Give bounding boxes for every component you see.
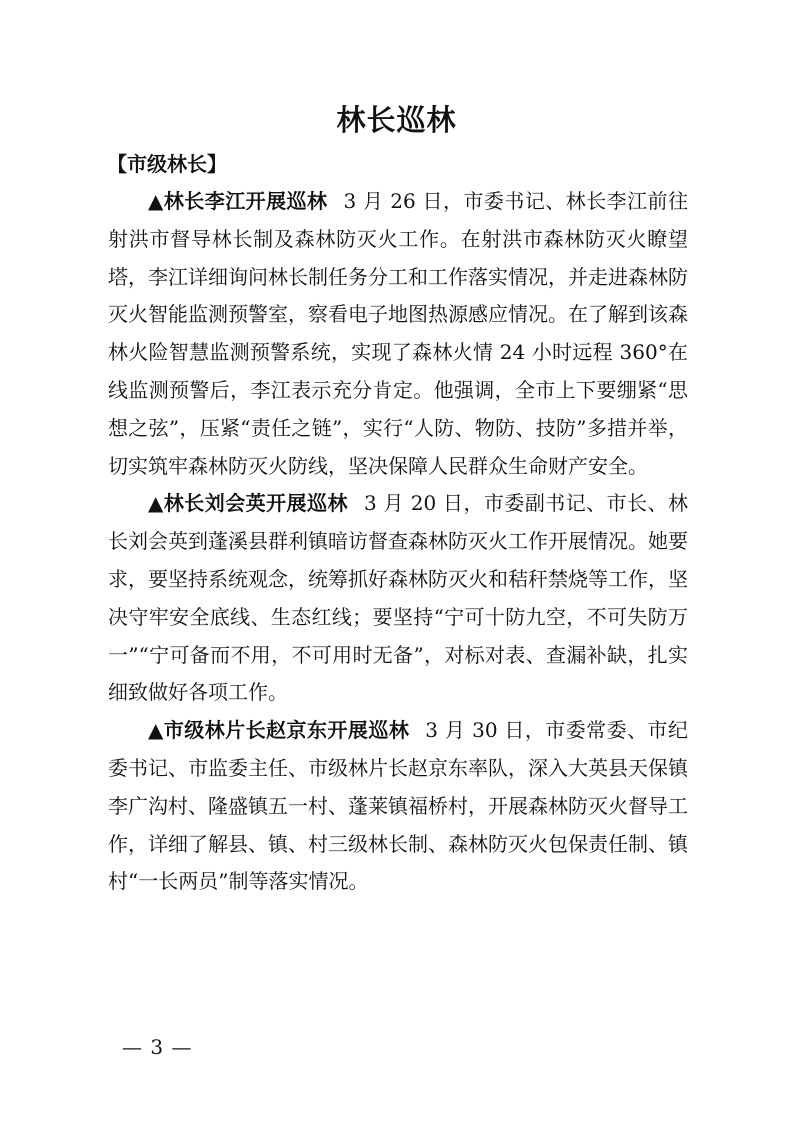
page-title: 林长巡林 — [336, 103, 457, 137]
paragraph-lead: ▲林长李江开展巡林 — [148, 189, 328, 213]
paragraph-liu-huiying — [108, 485, 688, 712]
paragraph-zhao-jingdong — [108, 712, 688, 901]
paragraph-lead: ▲林长刘会英开展巡林 — [148, 491, 348, 516]
paragraph-text: 3 月 26 日，市委书记、林长李江前往射洪市督导林长制及森林防灭火工作。在射洪市森林防灭火瞭望塔，李江详细询问林长制任务分工和工作落实情况，并走进森林防灭火智能监测预警室，察看电子地图热源感应情况。在了解到该森林火险智慧监测预警系统，实现了森林火情 24 小时远程 360°在线监测预警后，李江表示充分肯定。他强调，全市上下要绷紧“思想之弦”，压紧“责任之链”，实行“人防、物防、技防”多措并举，切实筑牢森林防灭火防线，坚决保障人民群众生命财产安全。 — [108, 189, 689, 478]
paragraph-li-jiang — [108, 183, 688, 485]
paragraph-text: 3 月 20 日，市委副书记、市长、林长刘会英到蓬溪县群利镇暗访督查森林防灭火工作开展情况。她要求，要坚持系统观念，统筹抓好森林防灭火和秸秆禁烧等工作，坚决守牢安全底线、生态红线；要坚持“宁可十防九空，不可失防万一”“宁可备而不用，不可用时无备”，对标对表、查漏补缺，扎实细致做好各项工作。 — [108, 491, 688, 705]
page-number: — 3 — — [122, 1035, 193, 1059]
paragraph-lead: ▲市级林片长赵京东开展巡林 — [148, 718, 410, 743]
paragraph-text: 3 月 30 日，市委常委、市纪委书记、市监委主任、市级林片长赵京东率队，深入大英县天保镇李广沟村、隆盛镇五一村、蓬莱镇福桥村，开展森林防灭火督导工作，详细了解县、镇、村三级林长制、森林防灭火包保责任制、镇村“一长两员”制等落实情况。 — [108, 718, 688, 894]
document-body — [108, 183, 688, 901]
section-heading: 【市级林长】 — [107, 152, 227, 176]
